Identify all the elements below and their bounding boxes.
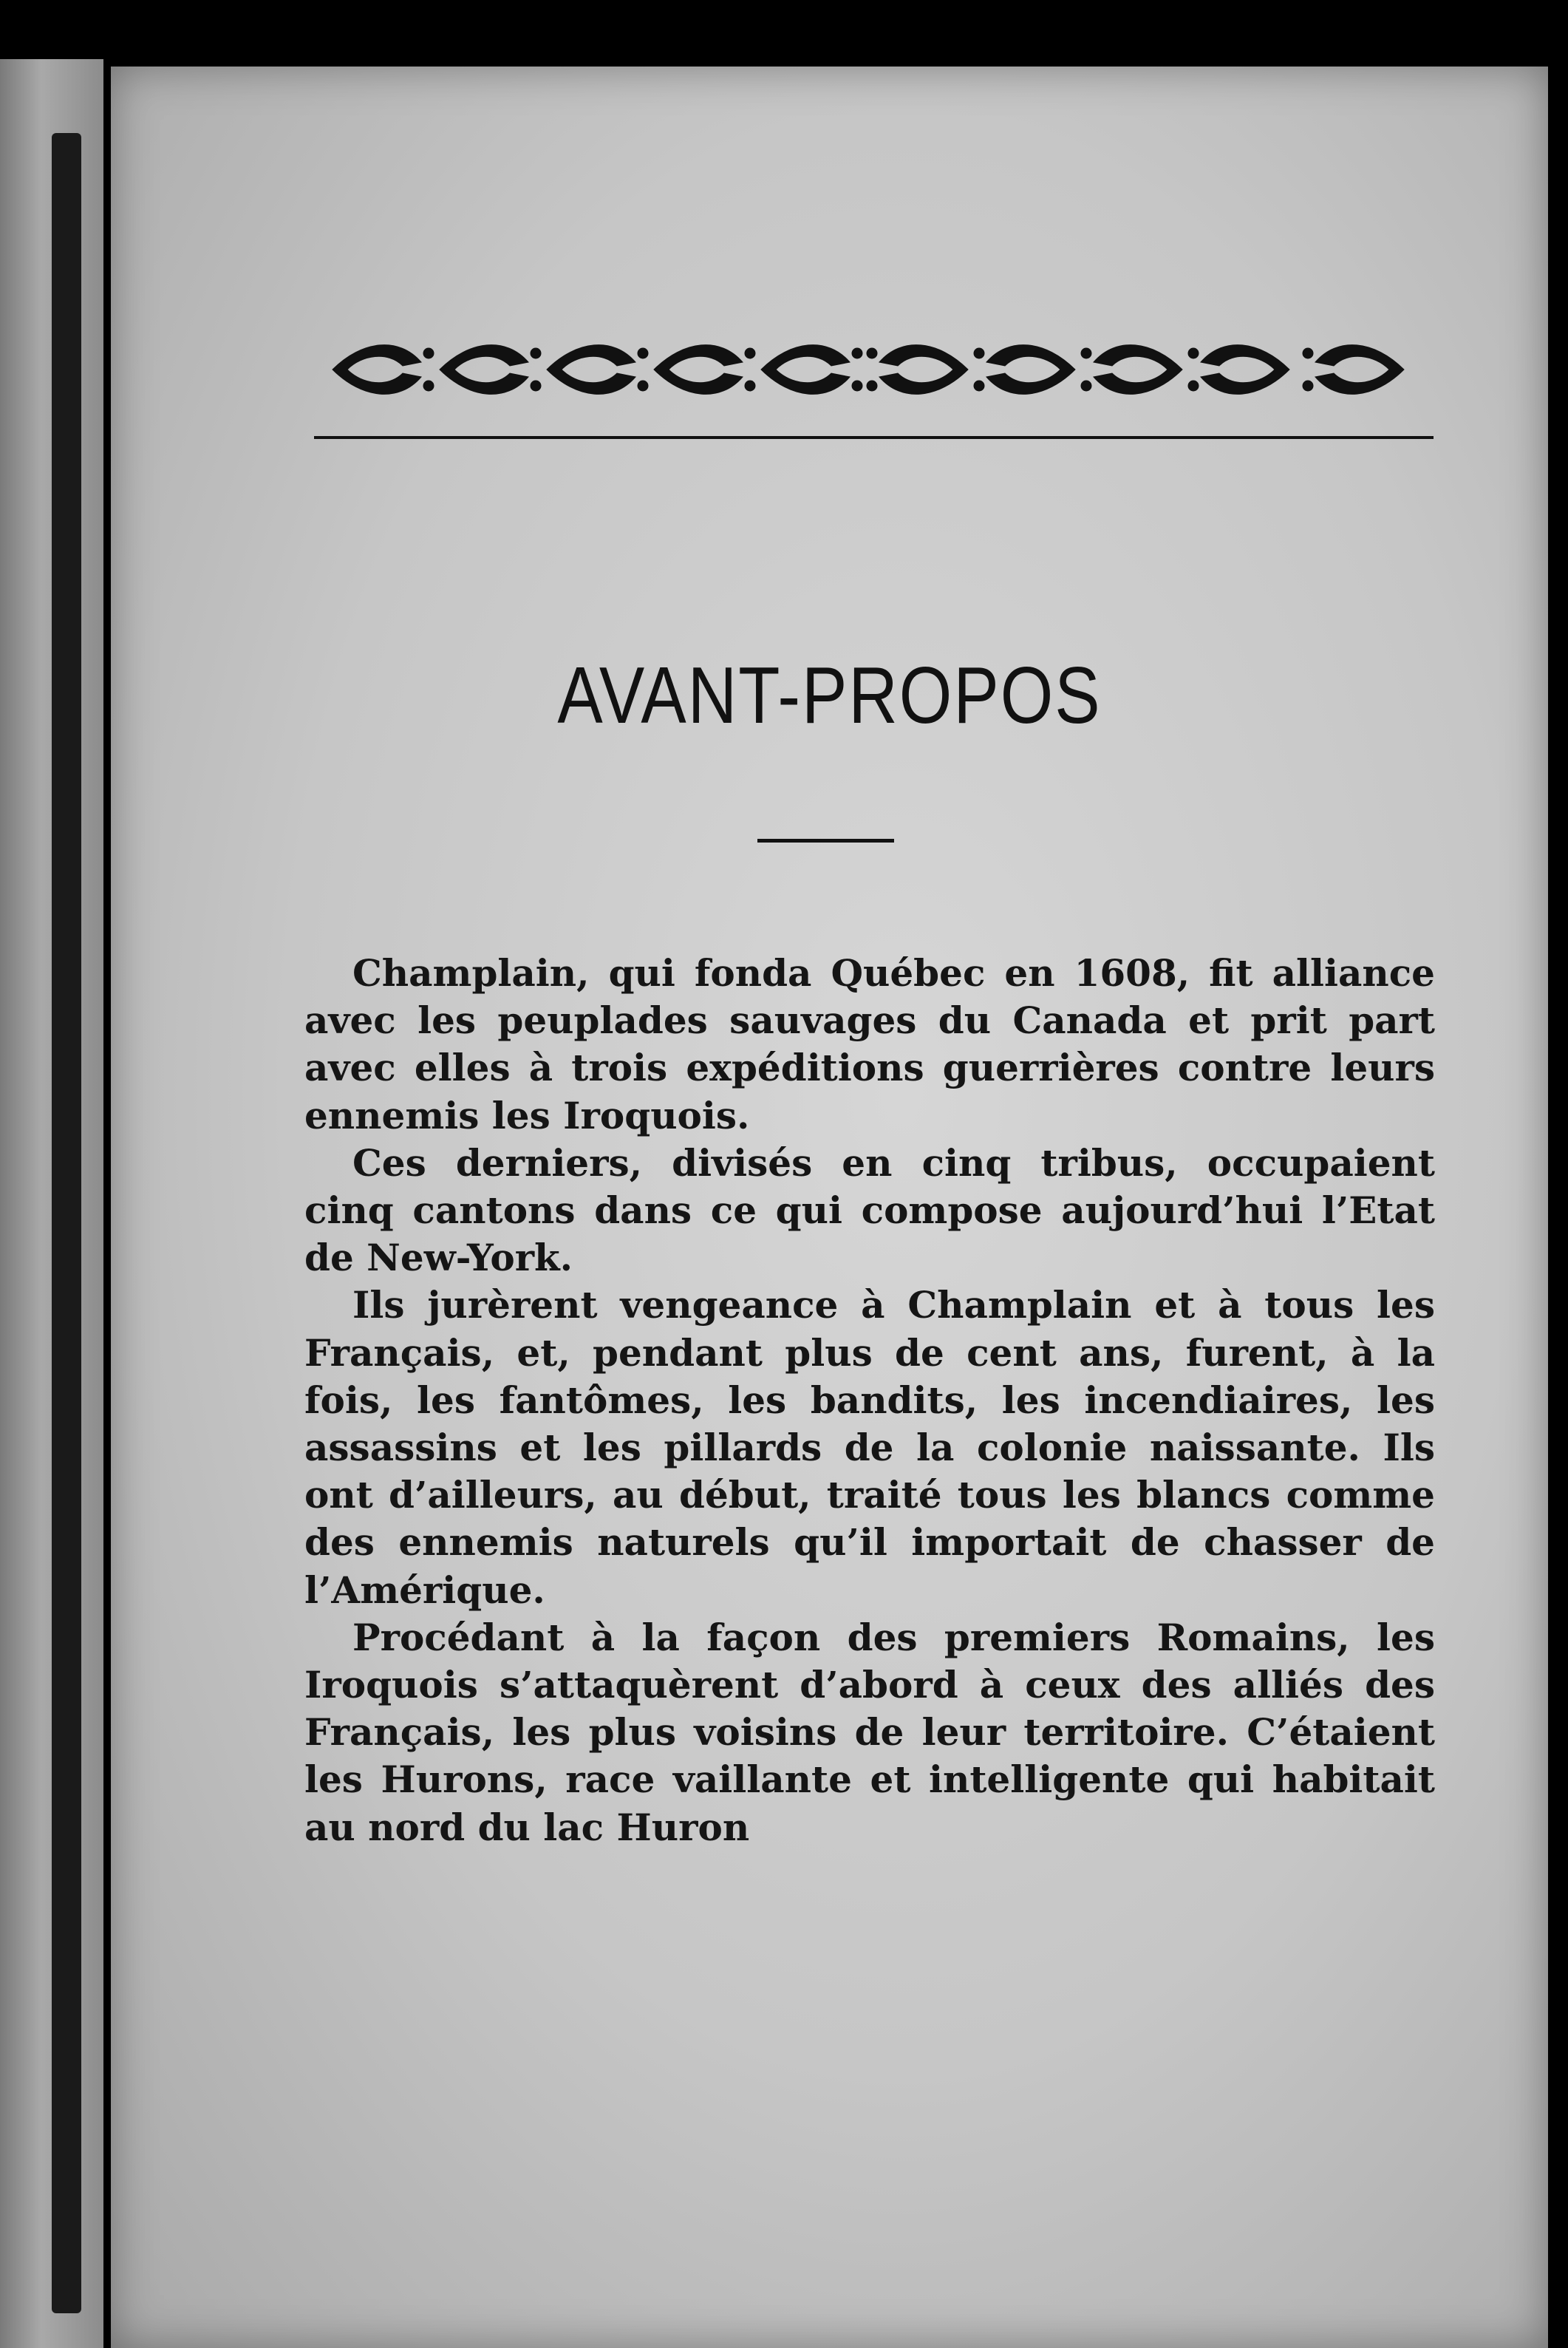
leaf-motif-icon <box>974 345 1075 395</box>
book-binding <box>52 133 81 2313</box>
paragraph: Ils jurèrent vengeance à Champlain et à tous les Français, et, pendant plus de cent ans, furent, à la fois, les fantômes, les bandits, les incendiaires, les assassins et les pillards de la colonie naissante. Ils ont d’ailleurs, au début, traité tous les blancs comme des ennemis naturels qu’il importait de chasser de l’Amérique. <box>304 1283 1435 1612</box>
leaf-motif-icon <box>1303 345 1404 395</box>
leaf-motif-icon <box>867 345 968 395</box>
leaf-motif-icon <box>654 345 755 395</box>
leaf-motif-icon <box>333 345 434 395</box>
paragraph: Champlain, qui fonda Québec en 1608, fit alliance avec les peuplades sauvages du Canada et prit part avec elles à trois expéditions guerrières contre leurs ennemis les Iroquois. <box>304 951 1435 1137</box>
preface-body <box>304 950 1435 1851</box>
leaf-motif-icon <box>440 345 541 395</box>
book-page <box>111 67 1548 2348</box>
ornament-rule <box>314 436 1434 439</box>
leaf-motif-icon <box>1081 345 1182 395</box>
leaf-motif-icon <box>761 345 862 395</box>
leaf-motif-icon <box>1188 345 1289 395</box>
page-title: AVANT-PROPOS <box>557 651 1102 741</box>
paragraph: Ces derniers, divisés en cinq tribus, occupaient cinq cantons dans ce qui compose aujourd’hui l’Etat de New-York. <box>304 1140 1435 1280</box>
leaf-garland-ornament-icon <box>318 314 1426 425</box>
title-divider <box>757 839 894 843</box>
paragraph: Procédant à la façon des premiers Romains, les Iroquois s’attaquèrent d’abord à ceux des alliés des Français, les plus voisins de leur territoire. C’étaient les Hurons, race vaillante et intelligente qui habitait au nord du lac Huron <box>304 1615 1435 1849</box>
leaf-motif-icon <box>547 345 648 395</box>
